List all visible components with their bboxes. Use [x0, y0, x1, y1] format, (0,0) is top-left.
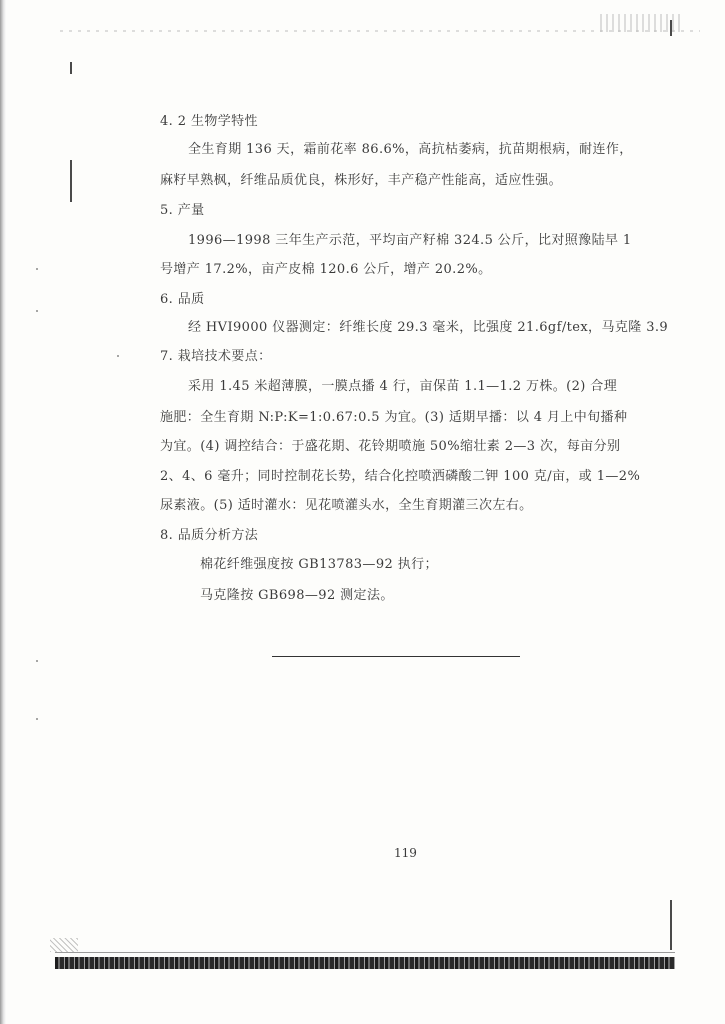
paragraph-line: 1996—1998 三年生产示范，平均亩产籽棉 324.5 公斤，比对照豫陆早 1: [188, 233, 632, 248]
scan-speck: [117, 355, 119, 357]
scan-mark: [670, 900, 672, 950]
scan-mark: [70, 160, 72, 202]
scan-speck: [36, 268, 38, 270]
scan-edge-line: [55, 952, 675, 953]
scan-mark: [670, 20, 672, 36]
paragraph-line: 施肥：全生育期 N:P:K=1:0.67:0.5 为宜。(3) 适期早播：以 4 月上中旬播种: [160, 410, 628, 425]
section-heading: 4. 2 生物学特性: [160, 114, 258, 129]
section-heading: 8. 品质分析方法: [160, 528, 259, 543]
paragraph-line: 马克隆按 GB698—92 测定法。: [200, 588, 394, 603]
scan-speck: [36, 718, 38, 720]
section-divider: [272, 656, 520, 657]
page-number: 119: [394, 846, 417, 860]
paragraph-line: 尿素液。(5) 适时灌水：见花喷灌头水，全生育期灌三次左右。: [160, 498, 533, 513]
paragraph-line: 采用 1.45 米超薄膜，一膜点播 4 行，亩保苗 1.1—1.2 万株。(2) 合理: [188, 379, 618, 394]
paragraph-line: 棉花纤维强度按 GB13783—92 执行；: [200, 557, 438, 572]
section-heading: 5. 产量: [160, 203, 205, 218]
paragraph-line: 号增产 17.2%，亩产皮棉 120.6 公斤，增产 20.2%。: [160, 262, 492, 277]
paragraph-line: 2、4、6 毫升；同时控制花长势，结合化控喷洒磷酸二钾 100 克/亩，或 1—2%: [160, 469, 641, 484]
section-heading: 7. 栽培技术要点：: [160, 349, 272, 364]
scan-mark: [70, 62, 72, 74]
scan-edge-shadow: [0, 0, 6, 1024]
scan-edge-bar: [55, 957, 675, 969]
scan-speck: [36, 660, 38, 662]
paragraph-line: 麻籽早熟枫，纤维品质优良，株形好，丰产稳产性能高，适应性强。: [160, 173, 563, 188]
paragraph-line: 经 HVI9000 仪器测定：纤维长度 29.3 毫米，比强度 21.6gf/tex，马克隆 3.9: [188, 320, 669, 335]
scan-speck: [36, 310, 38, 312]
scan-mark: [600, 14, 680, 32]
paragraph-line: 为宜。(4) 调控结合：于盛花期、花铃期喷施 50%缩壮素 2—3 次，每亩分别: [160, 439, 621, 454]
section-heading: 6. 品质: [160, 292, 205, 307]
scan-mark: [50, 938, 78, 952]
paragraph-line: 全生育期 136 天，霜前花率 86.6%，高抗枯萎病，抗苗期根病，耐连作，: [188, 142, 633, 157]
